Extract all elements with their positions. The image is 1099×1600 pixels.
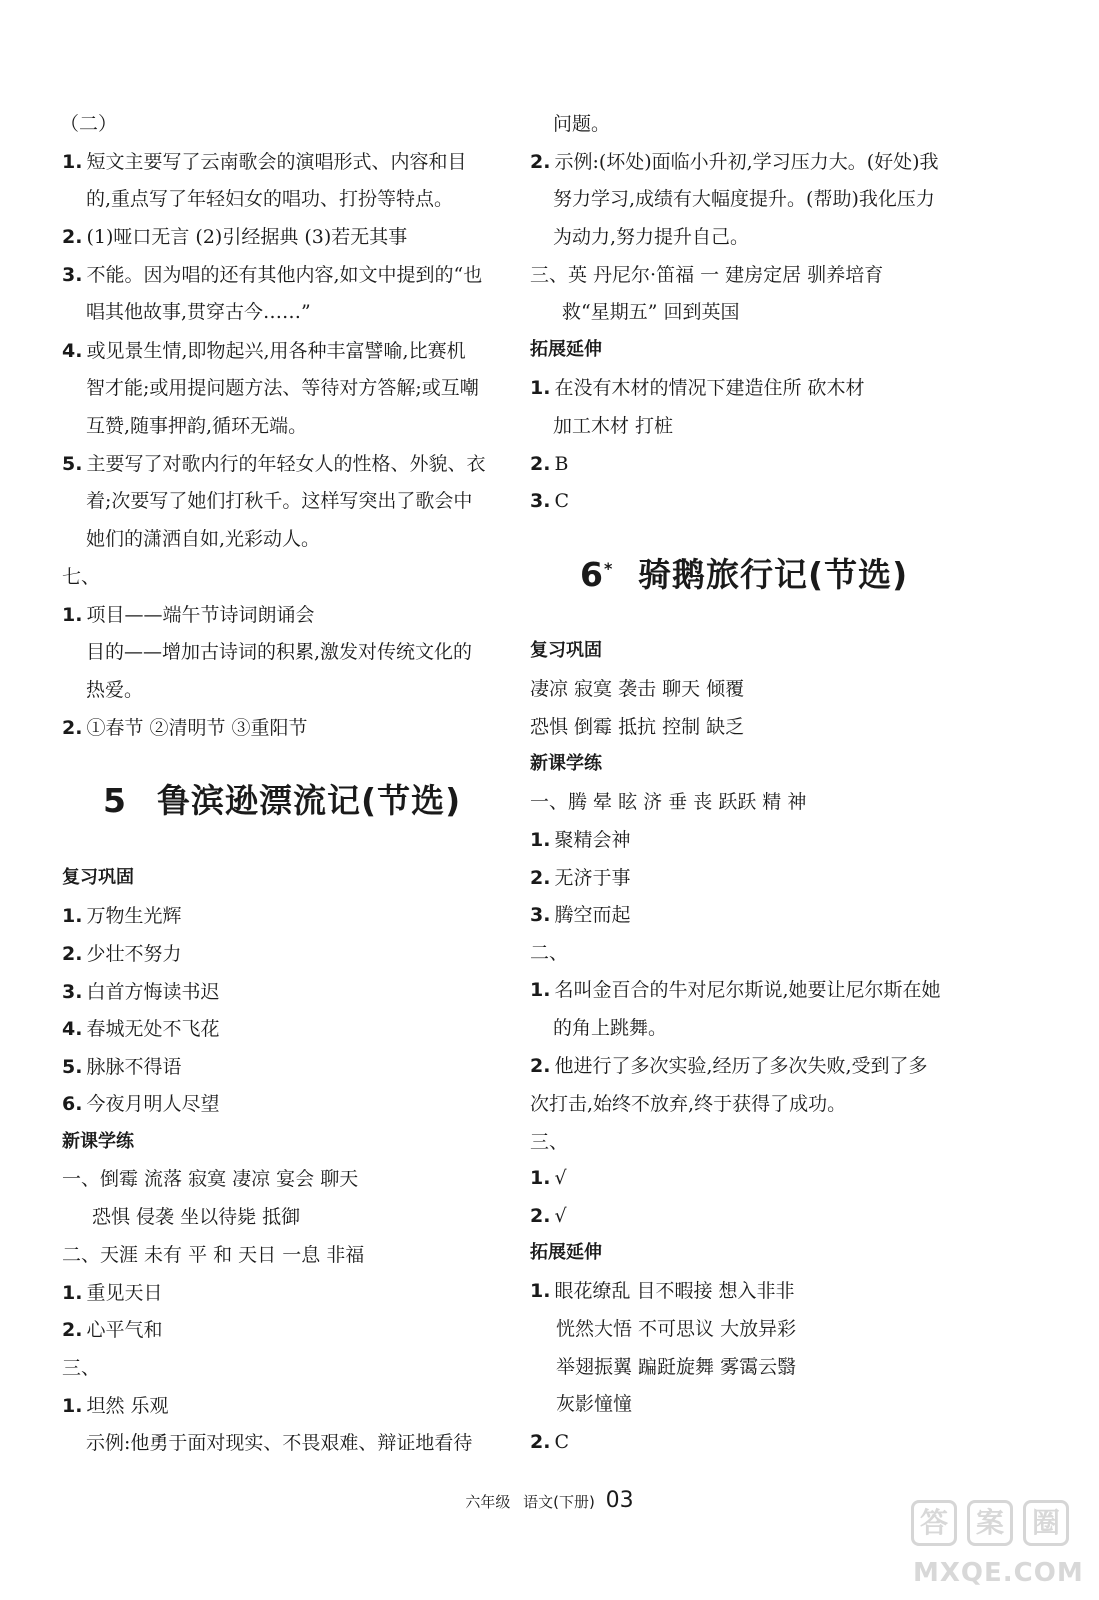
section-heading: 三、	[62, 1357, 101, 1379]
answer-item: 2. √	[530, 1205, 567, 1227]
lesson-title: 6* 骑鹅旅行记(节选)	[580, 555, 909, 594]
extension-heading: 拓展延伸	[530, 1242, 602, 1263]
section-heading: （二）	[60, 113, 118, 135]
answer-line: 互赞,随事押韵,循环无端。	[86, 415, 308, 437]
answer-line: 目的——增加古诗词的积累,激发对传统文化的	[86, 641, 473, 663]
answer-item: 2. C	[530, 1431, 569, 1453]
answer-item: 2. 示例:(坏处)面临小升初,学习压力大。(好处)我	[530, 151, 939, 173]
watermark-char: 案	[967, 1500, 1013, 1546]
answer-item: 2. (1)哑口无言 (2)引经据典 (3)若无其事	[62, 226, 408, 248]
answer-line: 二、天涯 未有 平 和 天日 一息 非福	[62, 1244, 365, 1266]
watermark-url: MXQE.COM	[913, 1558, 1084, 1588]
answer-item: 1. 项目——端午节诗词朗诵会	[62, 604, 315, 626]
extension-heading: 拓展延伸	[530, 339, 602, 360]
watermark-char: 圈	[1023, 1500, 1069, 1546]
answer-item: 5. 脉脉不得语	[62, 1056, 182, 1078]
section-heading: 二、	[530, 942, 569, 964]
answer-line: 唱其他故事,贯穿古今……”	[86, 301, 311, 323]
answer-item: 1. 眼花缭乱 目不暇接 想入非非	[530, 1280, 795, 1302]
answer-item: 2. 无济于事	[530, 867, 631, 889]
answer-item: 1. 万物生光辉	[62, 905, 182, 927]
answer-line: 问题。	[553, 113, 611, 135]
answer-line: 示例:他勇于面对现实、不畏艰难、辩证地看待	[86, 1432, 473, 1454]
answer-line: 一、倒霉 流落 寂寞 凄凉 宴会 聊天	[62, 1168, 359, 1190]
review-heading: 复习巩固	[62, 867, 134, 888]
answer-item: 4. 或见景生情,即物起兴,用各种丰富譬喻,比赛机	[62, 340, 466, 362]
answer-line: 热爱。	[86, 679, 144, 701]
answer-line: 的角上跳舞。	[553, 1017, 668, 1039]
answer-item: 1. 坦然 乐观	[62, 1395, 169, 1417]
watermark-char: 答	[911, 1500, 957, 1546]
section-heading: 七、	[62, 566, 101, 588]
watermark-logo	[905, 1500, 1090, 1596]
answer-item: 2. 心平气和	[62, 1319, 163, 1341]
answer-line: 努力学习,成绩有大幅度提升。(帮助)我化压力	[553, 188, 935, 210]
new-lesson-heading: 新课学练	[62, 1131, 134, 1152]
footer-subject: 语文(下册)	[523, 1493, 595, 1511]
section-heading: 三、	[530, 1131, 569, 1153]
answer-item: 1. √	[530, 1167, 567, 1189]
answer-line: 恐惧 倒霉 抵抗 控制 缺乏	[530, 716, 745, 738]
answer-item: 3. 腾空而起	[530, 904, 631, 926]
answer-line: 灰影憧憧	[556, 1393, 633, 1415]
answer-item: 1. 聚精会神	[530, 829, 631, 851]
footer-grade: 六年级	[465, 1493, 511, 1511]
answer-line: 她们的潇洒自如,光彩动人。	[86, 528, 321, 550]
answer-item: 6. 今夜月明人尽望	[62, 1093, 220, 1115]
answer-line: 凄凉 寂寞 袭击 聊天 倾覆	[530, 678, 745, 700]
answer-item: 2. 少壮不努力	[62, 943, 182, 965]
answer-line: 三、英 丹尼尔·笛福 一 建房定居 驯养培育	[530, 264, 884, 286]
answer-item: 3. 不能。因为唱的还有其他内容,如文中提到的“也	[62, 264, 483, 286]
answer-line: 加工木材 打桩	[553, 415, 674, 437]
review-heading: 复习巩固	[530, 640, 602, 661]
new-lesson-heading: 新课学练	[530, 753, 602, 774]
answer-line: 恐惧 侵袭 坐以待毙 抵御	[92, 1206, 301, 1228]
answer-item: 1. 短文主要写了云南歌会的演唱形式、内容和目	[62, 151, 467, 173]
answer-line: 一、腾 晕 眩 济 垂 丧 跃跃 精 神	[530, 791, 807, 813]
answer-line: 的,重点写了年轻妇女的唱功、打扮等特点。	[86, 188, 454, 210]
answer-line: 智才能;或用提问题方法、等待对方答解;或互嘲	[86, 377, 479, 399]
lesson-title: 5 鲁滨逊漂流记(节选)	[103, 781, 462, 820]
answer-line: 着;次要写了她们打秋千。这样写突出了歌会中	[86, 490, 473, 512]
answer-item: 2. B	[530, 453, 569, 475]
answer-item: 2. ①春节 ②清明节 ③重阳节	[62, 717, 308, 739]
answer-line: 救“星期五” 回到英国	[562, 301, 740, 323]
answer-item: 1. 重见天日	[62, 1282, 163, 1304]
answer-item: 4. 春城无处不飞花	[62, 1018, 220, 1040]
answer-line: 次打击,始终不放弃,终于获得了成功。	[530, 1093, 847, 1115]
answer-line: 为动力,努力提升自己。	[553, 226, 750, 248]
answer-line: 恍然大悟 不可思议 大放异彩	[556, 1318, 797, 1340]
answer-item: 5. 主要写了对歌内行的年轻女人的性格、外貌、衣	[62, 453, 486, 475]
answer-item: 2. 他进行了多次实验,经历了多次失败,受到了多	[530, 1055, 928, 1077]
answer-item: 3. C	[530, 490, 569, 512]
page-number: 03	[605, 1488, 634, 1513]
answer-item: 3. 白首方悔读书迟	[62, 981, 220, 1003]
answer-line: 举翅振翼 蹁跹旋舞 雾霭云翳	[556, 1356, 797, 1378]
answer-item: 1. 名叫金百合的牛对尼尔斯说,她要让尼尔斯在她	[530, 979, 941, 1001]
answer-item: 1. 在没有木材的情况下建造住所 砍木材	[530, 377, 865, 399]
